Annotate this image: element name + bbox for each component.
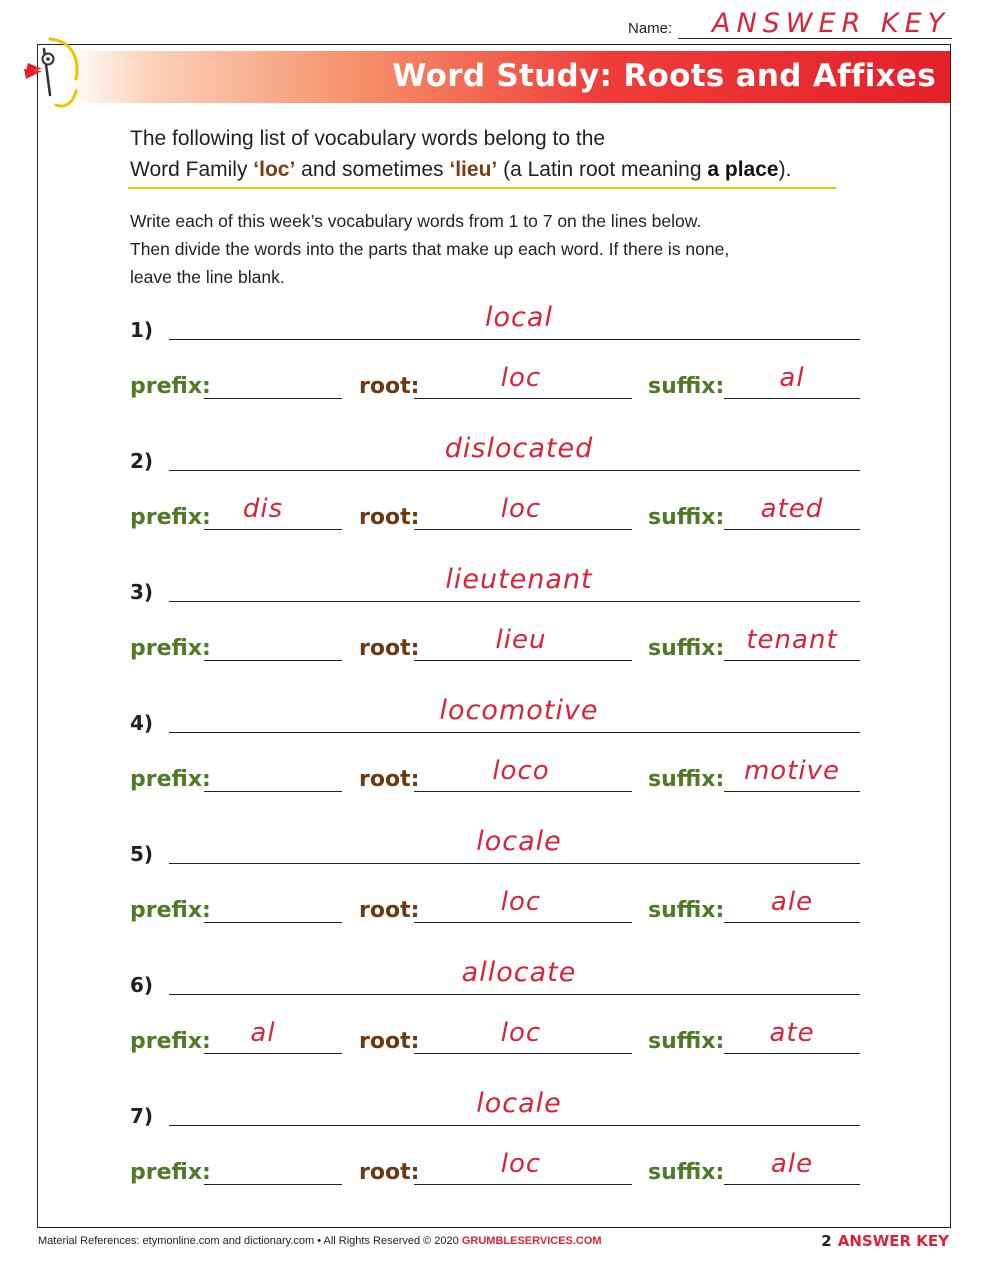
suffix-label: suffix:: [648, 767, 725, 792]
root-answer-line[interactable]: [414, 529, 632, 530]
root-answer: lieu: [495, 625, 547, 655]
word-answer-line[interactable]: [169, 994, 860, 995]
item-number: 2): [130, 449, 154, 473]
page-number: 2: [821, 1232, 832, 1250]
instructions: [130, 207, 850, 291]
root-answer-line[interactable]: [414, 660, 632, 661]
prefix-answer-line[interactable]: [204, 660, 342, 661]
root-label: root:: [359, 505, 420, 530]
prefix-answer-line[interactable]: [204, 398, 342, 399]
root-label: root:: [359, 374, 420, 399]
root-label: root:: [359, 636, 420, 661]
suffix-answer: motive: [743, 756, 841, 786]
root-answer-line[interactable]: [414, 1053, 632, 1054]
bird-logo-icon: [20, 35, 82, 113]
intro-text-a: Word Family: [130, 158, 254, 181]
word-answer: lieutenant: [445, 564, 593, 595]
root-answer: loco: [492, 756, 550, 786]
footer-answer-key: ANSWER KEY: [837, 1232, 949, 1250]
footer-text: Material References: etymonline.com and dictionary.com • All Rights Reserved © 2020: [38, 1235, 462, 1247]
word-answer-line[interactable]: [169, 470, 860, 471]
root-answer-line[interactable]: [414, 791, 632, 792]
word-item: [0, 302, 989, 428]
word-item: [0, 957, 989, 1083]
word-item: [0, 826, 989, 952]
suffix-answer: ate: [769, 1018, 815, 1048]
suffix-answer-line[interactable]: [724, 791, 860, 792]
name-label: Name:: [628, 20, 673, 37]
prefix-label: prefix:: [130, 767, 211, 792]
root-answer-line[interactable]: [414, 922, 632, 923]
intro-rule: [128, 187, 836, 189]
root-answer: loc: [500, 887, 542, 917]
suffix-label: suffix:: [648, 898, 725, 923]
suffix-answer-line[interactable]: [724, 1053, 860, 1054]
instructions-line-1: Write each of this week’s vocabulary words from 1 to 7 on the lines below.: [130, 211, 702, 231]
word-answer: local: [485, 302, 553, 333]
item-number: 3): [130, 580, 154, 604]
prefix-answer-line[interactable]: [204, 529, 342, 530]
prefix-label: prefix:: [130, 505, 211, 530]
prefix-answer-line[interactable]: [204, 1053, 342, 1054]
item-number: 5): [130, 842, 154, 866]
name-row: [628, 8, 952, 42]
suffix-answer-line[interactable]: [724, 398, 860, 399]
prefix-label: prefix:: [130, 898, 211, 923]
suffix-answer: ale: [770, 1149, 814, 1179]
instructions-line-2: Then divide the words into the parts that make up each word. If there is none,: [130, 239, 730, 259]
intro-text: [130, 123, 850, 185]
prefix-answer: dis: [242, 494, 284, 524]
word-answer-line[interactable]: [169, 1125, 860, 1126]
prefix-answer-line[interactable]: [204, 1184, 342, 1185]
suffix-answer-line[interactable]: [724, 529, 860, 530]
suffix-label: suffix:: [648, 374, 725, 399]
suffix-answer: ated: [760, 494, 824, 524]
suffix-label: suffix:: [648, 1160, 725, 1185]
word-answer: dislocated: [444, 433, 594, 464]
footer-page: [821, 1232, 949, 1250]
prefix-answer-line[interactable]: [204, 922, 342, 923]
name-value: ANSWER KEY: [712, 8, 951, 39]
word-answer-line[interactable]: [169, 601, 860, 602]
root-answer-line[interactable]: [414, 1184, 632, 1185]
intro-line-1: The following list of vocabulary words belong to the: [130, 127, 606, 150]
word-answer-line[interactable]: [169, 732, 860, 733]
prefix-answer: al: [250, 1018, 276, 1048]
item-number: 4): [130, 711, 154, 735]
intro-line-2: [130, 154, 850, 185]
prefix-label: prefix:: [130, 636, 211, 661]
root-label: root:: [359, 1160, 420, 1185]
root-label: root:: [359, 767, 420, 792]
prefix-label: prefix:: [130, 374, 211, 399]
word-item: [0, 1088, 989, 1214]
word-item: [0, 695, 989, 821]
root-label: root:: [359, 1029, 420, 1054]
root-answer: loc: [500, 363, 542, 393]
suffix-answer: al: [779, 363, 805, 393]
item-number: 6): [130, 973, 154, 997]
suffix-answer-line[interactable]: [724, 660, 860, 661]
item-number: 7): [130, 1104, 154, 1128]
meaning-text: a place: [707, 158, 779, 181]
suffix-answer: ale: [770, 887, 814, 917]
instructions-line-3: leave the line blank.: [130, 267, 285, 287]
suffix-label: suffix:: [648, 505, 725, 530]
word-answer: locale: [476, 1088, 562, 1119]
root-lieu: ‘lieu’: [449, 158, 498, 181]
word-answer: locale: [476, 826, 562, 857]
footer-brand: GRUMBLESERVICES.COM: [461, 1235, 602, 1247]
footer-references: [38, 1235, 602, 1247]
root-loc: ‘loc’: [253, 158, 296, 181]
root-answer: loc: [500, 494, 542, 524]
prefix-answer-line[interactable]: [204, 791, 342, 792]
item-number: 1): [130, 318, 154, 342]
word-item: [0, 564, 989, 690]
page-title: Word Study: Roots and Affixes: [392, 58, 936, 94]
word-answer: locomotive: [439, 695, 599, 726]
word-answer-line[interactable]: [169, 339, 860, 340]
suffix-answer: tenant: [746, 625, 838, 655]
root-label: root:: [359, 898, 420, 923]
suffix-label: suffix:: [648, 636, 725, 661]
title-banner: [38, 51, 950, 103]
word-item: [0, 433, 989, 559]
intro-text-c: (a Latin root meaning: [497, 158, 708, 181]
word-answer-line[interactable]: [169, 863, 860, 864]
prefix-label: prefix:: [130, 1029, 211, 1054]
word-answer: allocate: [461, 957, 577, 988]
prefix-label: prefix:: [130, 1160, 211, 1185]
intro-text-b: and sometimes: [295, 158, 450, 181]
suffix-label: suffix:: [648, 1029, 725, 1054]
root-answer-line[interactable]: [414, 398, 632, 399]
suffix-answer-line[interactable]: [724, 1184, 860, 1185]
intro-text-d: ).: [778, 158, 792, 181]
root-answer: loc: [500, 1149, 542, 1179]
root-answer: loc: [500, 1018, 542, 1048]
suffix-answer-line[interactable]: [724, 922, 860, 923]
